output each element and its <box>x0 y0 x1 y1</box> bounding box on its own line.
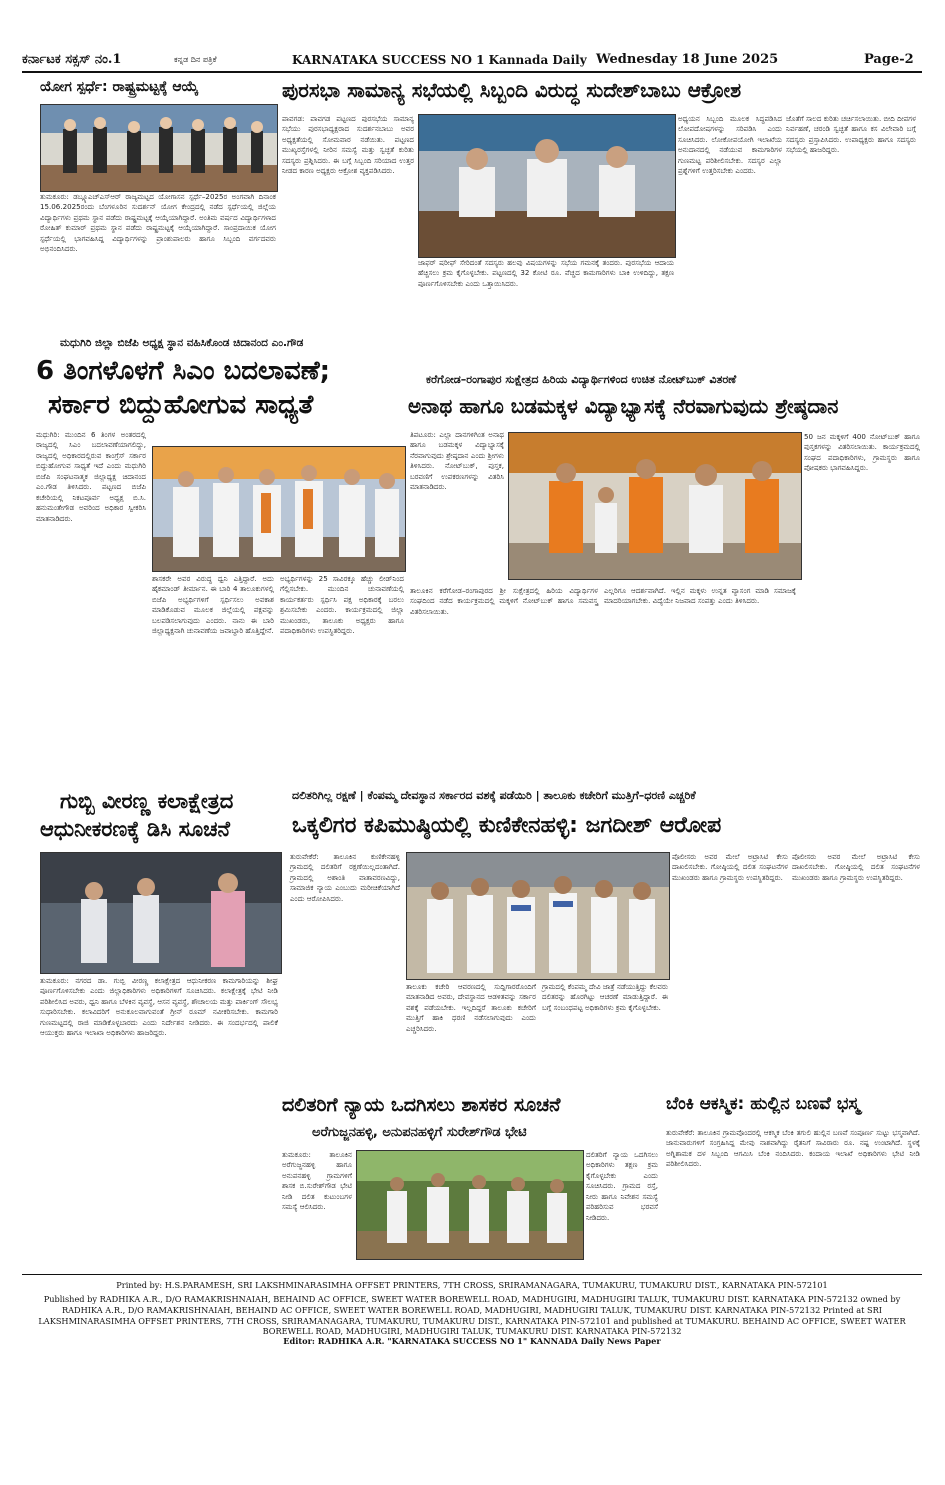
masthead-page-number: Page-2 <box>864 52 914 67</box>
orphans-body-2: ತಾಲೂಕಿನ ಕರೆಗೋಡ–ರಂಗಾಪುರದ ಶ್ರೀ ಸುಕ್ಷೇತ್ರದಲ್ಲಿ ಹಿರಿಯ ವಿದ್ಯಾರ್ಥಿಗಳ ಸಂಘದಿಂದ ನಡೆದ ಕಾರ್ಯಕ್ರಮದಲ್ಲಿ ಮಕ್ಕಳಿಗೆ ನೋಟ್‌ಬುಕ್ ಹಾಗೂ ಸಮವಸ್ತ್ರ ವಿತರಿಸಲಾಯಿತು. <box>410 586 598 616</box>
cm-change-headline-2: ಸರ್ಕಾರ ಬಿದ್ದುಹೋಗುವ ಸಾಧ್ಯತೆ <box>48 390 314 420</box>
masthead-paper-name-kn: ಕರ್ನಾಟಕ ಸಕ್ಸಸ್ ನಂ.1 <box>22 52 122 67</box>
dalit-justice-photo-graphic <box>357 1151 583 1259</box>
gubbi-body: ತುಮಕೂರು: ನಗರದ ಡಾ. ಗುಬ್ಬಿ ವೀರಣ್ಣ ಕಲಾಕ್ಷೇತ್ರದ ಆಧುನೀಕರಣ ಕಾಮಗಾರಿಯನ್ನು ಶೀಘ್ರ ಪೂರ್ಣಗೊಳಿಸಬೇಕು ಎಂದು ಜಿಲ್ಲಾಧಿಕಾರಿಗಳು ಅಧಿಕಾರಿಗಳಿಗೆ ಸೂಚಿಸಿದರು. ಕಲಾಕ್ಷೇತ್ರಕ್ಕೆ ಭೇಟಿ ನೀಡಿ ಪರಿಶೀಲಿಸಿದ ಅವರು, ಧ್ವನಿ ಹಾಗೂ ಬೆಳಕಿನ ವ್ಯವಸ್ಥೆ, ಆಸನ ವ್ಯವಸ್ಥೆ, ಶೌಚಾಲಯ ಮತ್ತು ಪಾರ್ಕಿಂಗ್ ಸೌಲಭ್ಯ ಸುಧಾರಿಸಬೇಕು. ಕಲಾವಿದರಿಗೆ ಅನುಕೂಲವಾಗುವಂತೆ ಗ್ರೀನ್ ರೂಮ್ ನವೀಕರಿಸಬೇಕು. ಕಾಮಗಾರಿ ಗುಣಮಟ್ಟದಲ್ಲಿ ರಾಜಿ ಮಾಡಿಕೊಳ್ಳಬಾರದು ಎಂದು ನಿರ್ದೇಶನ ನೀಡಿದರು. ಈ ಸಂದರ್ಭದಲ್ಲಿ ಪಾಲಿಕೆ ಆಯುಕ್ತರು ಹಾಗೂ ಇಲಾಖಾ ಅಧಿಕಾರಿಗಳು ಹಾಜರಿದ್ದರು. <box>40 976 278 1038</box>
kunikenahalli-body-5: ಪೊಲೀಸರು ಅವರ ಮೇಲೆ ಅಟ್ರಾಸಿಟಿ ಕೇಸು ದಾಖಲಿಸಬೇಕು. ಗೋಷ್ಠಿಯಲ್ಲಿ ದಲಿತ ಸಂಘಟನೆಗಳ ಮುಖಂಡರು ಹಾಗೂ ಗ್ರಾಮಸ್ಥರು ಉಪಸ್ಥಿತರಿದ್ದರು. <box>792 852 920 882</box>
yoga-photo <box>40 104 278 192</box>
orphans-headline: ಅನಾಥ ಹಾಗೂ ಬಡಮಕ್ಕಳ ವಿದ್ಯಾಭ್ಯಾಸಕ್ಕೆ ನೆರವಾಗುವುದು ಶ್ರೇಷ್ಠದಾನ <box>408 394 839 418</box>
orphans-photo <box>508 432 802 580</box>
kunikenahalli-photo <box>406 852 670 980</box>
gubbi-photo <box>40 852 282 974</box>
staff-dispute-photo <box>418 114 676 258</box>
orphans-body-1: ತಿಪಟೂರು: ಎಲ್ಲಾ ದಾನಗಳಿಗಿಂತ ಅನಾಥ ಹಾಗೂ ಬಡಮಕ್ಕಳ ವಿದ್ಯಾಭ್ಯಾಸಕ್ಕೆ ನೆರವಾಗುವುದು ಶ್ರೇಷ್ಠದಾನ ಎಂದು ಶ್ರೀಗಳು ತಿಳಿಸಿದರು. ನೋಟ್‌ಬುಕ್, ಪುಸ್ತಕ, ಬರವಣಿಗೆ ಉಪಕರಣಗಳನ್ನು ವಿತರಿಸಿ ಮಾತನಾಡಿದರು. <box>410 430 504 492</box>
gubbi-headline-2: ಆಧುನೀಕರಣಕ್ಕೆ ಡಿಸಿ ಸೂಚನೆ <box>40 817 230 841</box>
cm-change-kicker: ಮಧುಗಿರಿ ಜಿಲ್ಲಾ ಬಿಜೆಪಿ ಅಧ್ಯಕ್ಷ ಸ್ಥಾನ ವಹಿಸಿಕೊಂಡ ಚಿದಾನಂದ ಎಂ.ಗೌಡ <box>60 337 304 349</box>
kunikenahalli-photo-graphic <box>407 853 669 979</box>
cm-change-body-3: ಅಭ್ಯರ್ಥಿಗಳನ್ನು 25 ಸಾವಿರಕ್ಕೂ ಹೆಚ್ಚು ಲೀಡ್‌ನಿಂದ ಗೆಲ್ಲಿಸಬೇಕು. ಮುಂದಿನ ಚುನಾವಣೆಯಲ್ಲಿ ಕಾರ್ಯಕರ್ತರು ಸ್ಪರ್ಧಿಸಿ ಪಕ್ಷ ಅಧಿಕಾರಕ್ಕೆ ಬರಲು ಶ್ರಮಿಸಬೇಕು ಎಂದರು. ಕಾರ್ಯಕ್ರಮದಲ್ಲಿ ಜಿಲ್ಲಾ ಮುಖಂಡರು, ತಾಲೂಕು ಅಧ್ಯಕ್ಷರು ಹಾಗೂ ಪದಾಧಿಕಾರಿಗಳು ಉಪಸ್ಥಿತರಿದ್ದರು. <box>280 574 404 636</box>
dalit-justice-headline: ದಲಿತರಿಗೆ ನ್ಯಾಯ ಒದಗಿಸಲು ಶಾಸಕರ ಸೂಚನೆ <box>282 1094 561 1116</box>
masthead-rule <box>22 71 922 73</box>
orphans-kicker: ಕರೆಗೋಡ–ರಂಗಾಪುರ ಸುಕ್ಷೇತ್ರದ ಹಿರಿಯ ವಿದ್ಯಾರ್ಥಿಗಳಿಂದ ಉಚಿತ ನೋಟ್‌ಬುಕ್ ವಿತರಣೆ <box>426 373 737 386</box>
imprint-printed-by: Printed by: H.S.PARAMESH, SRI LAKSHMINARASIMHA OFFSET PRINTERS, 7TH CROSS, SRIRAMANAGARA, TUMAKURU, TUMAKURU DIST., KARNATAKA PIN-572101 <box>116 1280 828 1290</box>
fire-body: ತುರುವೇಕೆರೆ: ತಾಲೂಕಿನ ಗ್ರಾಮವೊಂದರಲ್ಲಿ ಆಕಸ್ಮಿಕ ಬೆಂಕಿ ತಗುಲಿ ಹುಲ್ಲಿನ ಬಣವೆ ಸಂಪೂರ್ಣ ಸುಟ್ಟು ಭಸ್ಮವಾಗಿದೆ. ಜಾನುವಾರುಗಳಿಗೆ ಸಂಗ್ರಹಿಸಿದ್ದ ಮೇವು ನಾಶವಾಗಿದ್ದು ರೈತನಿಗೆ ಸಾವಿರಾರು ರೂ. ನಷ್ಟ ಉಂಟಾಗಿದೆ. ಸ್ಥಳಕ್ಕೆ ಅಗ್ನಿಶಾಮಕ ದಳ ಸಿಬ್ಬಂದಿ ಆಗಮಿಸಿ ಬೆಂಕಿ ನಂದಿಸಿದರು. ಕಂದಾಯ ಇಲಾಖೆ ಅಧಿಕಾರಿಗಳು ಭೇಟಿ ನೀಡಿ ಪರಿಶೀಲಿಸಿದರು. <box>666 1128 920 1169</box>
cm-change-body-1: ಮಧುಗಿರಿ: ಮುಂದಿನ 6 ತಿಂಗಳ ಅಂತರದಲ್ಲಿ ರಾಜ್ಯದಲ್ಲಿ ಸಿಎಂ ಬದಲಾವಣೆಯಾಗಲಿದ್ದು, ರಾಜ್ಯದಲ್ಲಿ ಅಧಿಕಾರದಲ್ಲಿರುವ ಕಾಂಗ್ರೆಸ್ ಸರ್ಕಾರ ಬಿದ್ದುಹೋಗುವ ಸಾಧ್ಯತೆ ಇದೆ ಎಂದು ಮಧುಗಿರಿ ಬಿಜೆಪಿ ಸಂಘಟನಾತ್ಮಕ ಜಿಲ್ಲಾಧ್ಯಕ್ಷ ಚಿದಾನಂದ ಎಂ.ಗೌಡ ತಿಳಿಸಿದರು. ಪಟ್ಟಣದ ಬಿಜೆಪಿ ಕಚೇರಿಯಲ್ಲಿ ನಿಕಟಪೂರ್ವ ಅಧ್ಯಕ್ಷ ಬಿ.ಸಿ. ಹನುಮಂತೇಗೌಡ ಅವರಿಂದ ಅಧಿಕಾರ ಸ್ವೀಕರಿಸಿ ಮಾತನಾಡಿದರು. <box>36 430 146 523</box>
orphans-body-3: ಎಲ್ಲರಿಗೂ ಆದರ್ಶವಾಗಿದೆ. ಇಲ್ಲಿನ ಮಕ್ಕಳು ಉನ್ನತ ವ್ಯಾಸಂಗ ಮಾಡಿ ಸಮಾಜಕ್ಕೆ ಮಾದರಿಯಾಗಬೇಕು. ವಿದ್ಯೆಯೇ ನಿಜವಾದ ಸಂಪತ್ತು ಎಂದು ತಿಳಿಸಿದರು. <box>604 586 796 606</box>
staff-dispute-body-4: ಜೊತೆಗೆ ಸಾಲದ ಕುರಿತು ಚರ್ಚಿಸಲಾಯಿತು. ಬೀದಿ ದೀಪಗಳ ನಿರ್ವಹಣೆ, ಚರಂಡಿ ಸ್ವಚ್ಛತೆ ಹಾಗೂ ಕಸ ವಿಲೇವಾರಿ ಬಗ್ಗೆ ಸದಸ್ಯರು ಪ್ರಸ್ತಾಪಿಸಿದರು. ಉಪಾಧ್ಯಕ್ಷರು ಹಾಗೂ ಸದಸ್ಯರು ಸಭೆಯಲ್ಲಿ ಹಾಜರಿದ್ದರು. <box>786 114 916 155</box>
cm-change-photo-graphic <box>153 447 405 571</box>
cm-change-photo <box>152 446 406 572</box>
orphans-body-4: 50 ಜನ ಮಕ್ಕಳಿಗೆ 400 ನೋಟ್‌ಬುಕ್ ಹಾಗೂ ಪುಸ್ತಕಗಳನ್ನು ವಿತರಿಸಲಾಯಿತು. ಕಾರ್ಯಕ್ರಮದಲ್ಲಿ ಸಂಘದ ಪದಾಧಿಕಾರಿಗಳು, ಗ್ರಾಮಸ್ಥರು ಹಾಗೂ ಪೋಷಕರು ಭಾಗವಹಿಸಿದ್ದರು. <box>804 432 920 473</box>
masthead-paper-name-en: KARNATAKA SUCCESS NO 1 Kannada Daily <box>292 53 587 67</box>
cm-change-headline-1: 6 ತಿಂಗಳೊಳಗೆ ಸಿಎಂ ಬದಲಾವಣೆ; <box>36 356 331 386</box>
orphans-photo-graphic <box>509 433 801 579</box>
dalit-justice-body-1: ತುಮಕೂರು: ತಾಲೂಕಿನ ಅರೆಗುಜ್ಜನಹಳ್ಳಿ ಹಾಗೂ ಅನುಪನಹಳ್ಳಿ ಗ್ರಾಮಗಳಿಗೆ ಶಾಸಕ ಬಿ.ಸುರೇಶ್‌ಗೌಡ ಭೇಟಿ ನೀಡಿ ದಲಿತ ಕುಟುಂಬಗಳ ಸಮಸ್ಯೆ ಆಲಿಸಿದರು. <box>282 1150 352 1212</box>
kunikenahalli-body-1: ತುರುವೇಕೆರೆ: ತಾಲೂಕಿನ ಕುಣಿಕೇನಹಳ್ಳಿ ಗ್ರಾಮದಲ್ಲಿ ದಲಿತರಿಗೆ ರಕ್ಷಣೆಯಿಲ್ಲದಂತಾಗಿದೆ. ಗ್ರಾಮದಲ್ಲಿ ಅಶಾಂತಿ ವಾತಾವರಣವಿದ್ದು, ಸಾಮಾಜಿಕ ನ್ಯಾಯ ಎಂಬುದು ಮರೀಚಿಕೆಯಾಗಿದೆ ಎಂದು ಆರೋಪಿಸಿದರು. <box>290 852 400 903</box>
yoga-body: ತುಮಕೂರು: ಡಬ್ಲ್ಯೂಎಚ್‌ಎಸ್‌ಆರ್ ರಾಜ್ಯಮಟ್ಟದ ಯೋಗಾಸನ ಸ್ಪರ್ಧೆ–2025ರ ಅಂಗವಾಗಿ ದಿನಾಂಕ 15.06.2025ರಂದು ಬೆಂಗಳೂರಿನ ಸುದರ್ಶನ್ ಯೋಗ ಕೇಂದ್ರದಲ್ಲಿ ನಡೆದ ಸ್ಪರ್ಧೆಯಲ್ಲಿ ಜಿಲ್ಲೆಯ ವಿದ್ಯಾರ್ಥಿಗಳು ಪ್ರಥಮ ಸ್ಥಾನ ಪಡೆದು ರಾಷ್ಟ್ರಮಟ್ಟಕ್ಕೆ ಆಯ್ಕೆಯಾಗಿದ್ದಾರೆ. ಅಂತಿಮ ವರ್ಷದ ವಿದ್ಯಾರ್ಥಿಗಳಾದ ರೋಹಿತ್ ಕುಮಾರ್ ಪ್ರಥಮ ಸ್ಥಾನ ಪಡೆದು ರಾಷ್ಟ್ರಮಟ್ಟಕ್ಕೆ ಆಯ್ಕೆಯಾಗಿದ್ದಾರೆ. ಸಾಂಪ್ರದಾಯಿಕ ಯೋಗ ಸ್ಪರ್ಧೆಯಲ್ಲಿ ಭಾಗವಹಿಸಿದ್ದ ವಿದ್ಯಾರ್ಥಿಗಳನ್ನು ಪ್ರಾಂಶುಪಾಲರು ಹಾಗೂ ಸಿಬ್ಬಂದಿ ವರ್ಗದವರು ಅಭಿನಂದಿಸಿದರು. <box>40 192 276 254</box>
masthead-date: Wednesday 18 June 2025 <box>596 52 779 67</box>
kunikenahalli-headline: ಒಕ್ಕಲಿಗರ ಕಪಿಮುಷ್ಠಿಯಲ್ಲಿ ಕುಣಿಕೇನಹಳ್ಳಿ: ಜಗದೀಶ್ ಆರೋಪ <box>292 813 722 838</box>
staff-dispute-body-3: ಅಧ್ಯಯನ ಸಿಬ್ಬಂದಿ ಮೂಲಕ ಸಿದ್ಧಪಡಿಸಿದ ಲೋಪದೋಷಗಳನ್ನು ಸರಿಪಡಿಸಿ ಎಂದು ಸೂಚಿಸಿದರು. ಲೋಕೋಪಯೋಗಿ ಇಲಾಖೆಯ ಅನುದಾನದಲ್ಲಿ ನಡೆಯುವ ಕಾಮಗಾರಿಗಳ ಗುಣಮಟ್ಟ ಪರಿಶೀಲಿಸಬೇಕು. ಸದಸ್ಯರ ಎಲ್ಲಾ ಪ್ರಶ್ನೆಗಳಿಗೆ ಉತ್ತರಿಸಬೇಕು ಎಂದರು. <box>678 114 782 176</box>
yoga-photo-graphic <box>41 105 277 191</box>
gubbi-headline-1: ಗುಬ್ಬಿ ವೀರಣ್ಣ ಕಲಾಕ್ಷೇತ್ರದ <box>60 789 234 813</box>
staff-dispute-photo-graphic <box>419 115 675 257</box>
dalit-justice-photo <box>356 1150 584 1260</box>
fire-headline: ಬೆಂಕಿ ಆಕಸ್ಮಿಕ: ಹುಲ್ಲಿನ ಬಣವೆ ಭಸ್ಮ <box>666 1094 860 1114</box>
dalit-justice-body-2: ದಲಿತರಿಗೆ ನ್ಯಾಯ ಒದಗಿಸಲು ಅಧಿಕಾರಿಗಳು ತಕ್ಷಣ ಕ್ರಮ ಕೈಗೊಳ್ಳಬೇಕು ಎಂದು ಸೂಚಿಸಿದರು. ಗ್ರಾಮದ ರಸ್ತೆ, ನೀರು ಹಾಗೂ ನಿವೇಶನ ಸಮಸ್ಯೆ ಪರಿಹರಿಸುವ ಭರವಸೆ ನೀಡಿದರು. <box>586 1150 658 1222</box>
footer-rule <box>22 1274 922 1275</box>
kunikenahalli-body-2: ತಾಲೂಕು ಕಚೇರಿ ಆವರಣದಲ್ಲಿ ಸುದ್ದಿಗಾರರೊಂದಿಗೆ ಮಾತನಾಡಿದ ಅವರು, ದೇವಸ್ಥಾನದ ಆಡಳಿತವನ್ನು ಸರ್ಕಾರ ವಶಕ್ಕೆ ಪಡೆಯಬೇಕು. ಇಲ್ಲದಿದ್ದರೆ ತಾಲೂಕು ಕಚೇರಿಗೆ ಮುತ್ತಿಗೆ ಹಾಕಿ ಧರಣಿ ನಡೆಸಲಾಗುವುದು ಎಂದು ಎಚ್ಚರಿಸಿದರು. <box>406 982 536 1033</box>
masthead-tagline-kn: ಕನ್ನಡ ದಿನ ಪತ್ರಿಕೆ <box>174 55 217 64</box>
kunikenahalli-body-4: ಪೊಲೀಸರು ಅವರ ಮೇಲೆ ಅಟ್ರಾಸಿಟಿ ಕೇಸು ದಾಖಲಿಸಬೇಕು. ಗೋಷ್ಠಿಯಲ್ಲಿ ದಲಿತ ಸಂಘಟನೆಗಳ ಮುಖಂಡರು ಹಾಗೂ ಗ್ರಾಮಸ್ಥರು ಉಪಸ್ಥಿತರಿದ್ದರು. <box>672 852 788 882</box>
gubbi-photo-graphic <box>41 853 281 973</box>
imprint-editor: Editor: RADHIKA A.R. "KARNATAKA SUCCESS NO 1" KANNADA Daily News Paper <box>283 1336 661 1346</box>
staff-dispute-headline: ಪುರಸಭಾ ಸಾಮಾನ್ಯ ಸಭೆಯಲ್ಲಿ ಸಿಬ್ಬಂದಿ ವಿರುದ್ಧ ಸುದೇಶ್‌ಬಾಬು ಆಕ್ರೋಶ <box>282 78 742 102</box>
cm-change-body-2: ಶಾಸಕರೇ ಅವರ ವಿರುದ್ಧ ಧ್ವನಿ ಎತ್ತಿದ್ದಾರೆ. ಅದು ಹೈಕಮಾಂಡ್ ತೀರ್ಮಾನ. ಈ ಬಾರಿ 4 ತಾಲೂಕುಗಳಲ್ಲಿ ಬಿಜೆಪಿ ಅಭ್ಯರ್ಥಿಗಳಿಗೆ ಸ್ಪರ್ಧಿಸಲು ಅವಕಾಶ ಮಾಡಿಕೊಡುವ ಮೂಲಕ ಜಿಲ್ಲೆಯಲ್ಲಿ ಪಕ್ಷವನ್ನು ಬಲಪಡಿಸಲಾಗುವುದು ಎಂದರು. ನಾನು ಈ ಬಾರಿ ಜಿಲ್ಲಾಧ್ಯಕ್ಷನಾಗಿ ಚುನಾವಣೆಯ ಜವಾಬ್ದಾರಿ ಹೊತ್ತಿದ್ದೇನೆ. <box>152 574 274 636</box>
dalit-justice-subhead: ಅರೆಗುಜ್ಜನಹಳ್ಳಿ, ಅನುಪನಹಳ್ಳಿಗೆ ಸುರೇಶ್‌ಗೌಡ ಭೇಟಿ <box>312 1125 527 1140</box>
kunikenahalli-body-3: ಗ್ರಾಮದಲ್ಲಿ ಕೆಂಪಮ್ಮ ದೇವಿ ಜಾತ್ರೆ ನಡೆಯುತ್ತಿದ್ದು ಕೆಲವರು ದಲಿತರನ್ನು ಹೊರಗಿಟ್ಟು ಆಚರಣೆ ಮಾಡುತ್ತಿದ್ದಾರೆ. ಈ ಬಗ್ಗೆ ಸಂಬಂಧಪಟ್ಟ ಅಧಿಕಾರಿಗಳು ಕ್ರಮ ಕೈಗೊಳ್ಳಬೇಕು. <box>542 982 668 1012</box>
staff-dispute-body-2: ಜಾಫರ್ ಷರೀಫ್ ಸೇರಿದಂತೆ ಸದಸ್ಯರು ಹಲವು ವಿಷಯಗಳನ್ನು ಸಭೆಯ ಗಮನಕ್ಕೆ ತಂದರು. ಪುರಸಭೆಯ ಆದಾಯ ಹೆಚ್ಚಿಸಲು ಕ್ರಮ ಕೈಗೊಳ್ಳಬೇಕು. ಪಟ್ಟಣದಲ್ಲಿ 32 ಕೋಟಿ ರೂ. ವೆಚ್ಚದ ಕಾಮಗಾರಿಗಳು ಬಾಕಿ ಉಳಿದಿದ್ದು, ತಕ್ಷಣ ಪೂರ್ಣಗೊಳಿಸಬೇಕು ಎಂದು ಒತ್ತಾಯಿಸಿದರು. <box>418 258 674 288</box>
kunikenahalli-kicker: ದಲಿತರಿಗಿಲ್ಲ ರಕ್ಷಣೆ | ಕೆಂಪಮ್ಮ ದೇವಸ್ಥಾನ ಸರ್ಕಾರದ ವಶಕ್ಕೆ ಪಡೆಯಿರಿ | ತಾಲೂಕು ಕಚೇರಿಗೆ ಮುತ್ತಿಗೆ–ಧರಣಿ ಎಚ್ಚರಿಕೆ <box>292 789 696 802</box>
yoga-kicker: ಯೋಗ ಸ್ಪರ್ಧೆ: ರಾಷ್ಟ್ರಮಟ್ಟಕ್ಕೆ ಆಯ್ಕೆ <box>40 79 199 95</box>
imprint-published-by: Published by RADHIKA A.R., D/O RAMAKRISHNAIAH, BEHAIND AC OFFICE, SWEET WATER BOREWELL ROAD, MADHUGIRI, MADHUGIRI TALUK, TUMAKURU DIST. KARNATAKA PIN-572132 owned by RADHIKA A.R., D/O RAMAKRISHNAIAH, BEHAIND AC OFFICE, SWEET WATER BOREWELL ROAD, MADHUGIRI, MADHUGIRI TALUK, TUMAKURU DIST. KARNATAKA PIN-572132 Printed at SRI LAKSHMINARASIMHA OFFSET PRINTERS, 7TH CROSS, SRIRAMANAGARA, TUMAKURU, TUMAKURU DIST., KARNATAKA PIN-572101 and published at TUMAKURU. BEHAIND AC OFFICE, SWEET WATER BOREWELL ROAD, MADHUGIRI, MADHUGIRI TALUK, TUMAKURU DIST. KARNATAKA PIN-572132 <box>38 1294 906 1337</box>
staff-dispute-body-1: ಪಾವಗಡ: ಪಾವಗಡ ಪಟ್ಟಣದ ಪುರಸಭೆಯ ಸಾಮಾನ್ಯ ಸಭೆಯು ಪುರಸಭಾಧ್ಯಕ್ಷರಾದ ಸುದರ್ಶನಬಾಬು ಅವರ ಅಧ್ಯಕ್ಷತೆಯಲ್ಲಿ ಸೋಮವಾರ ನಡೆಯಿತು. ಪಟ್ಟಣದ ಮುಖ್ಯರಸ್ತೆಗಳಲ್ಲಿ ನೀರಿನ ಸಮಸ್ಯೆ ಮತ್ತು ಸ್ವಚ್ಛತೆ ಕುರಿತು ಸದಸ್ಯರು ಪ್ರಶ್ನಿಸಿದರು. ಈ ಬಗ್ಗೆ ಸಿಬ್ಬಂದಿ ಸರಿಯಾದ ಉತ್ತರ ನೀಡದ ಕಾರಣ ಅಧ್ಯಕ್ಷರು ಆಕ್ರೋಶ ವ್ಯಕ್ತಪಡಿಸಿದರು. <box>282 114 414 176</box>
